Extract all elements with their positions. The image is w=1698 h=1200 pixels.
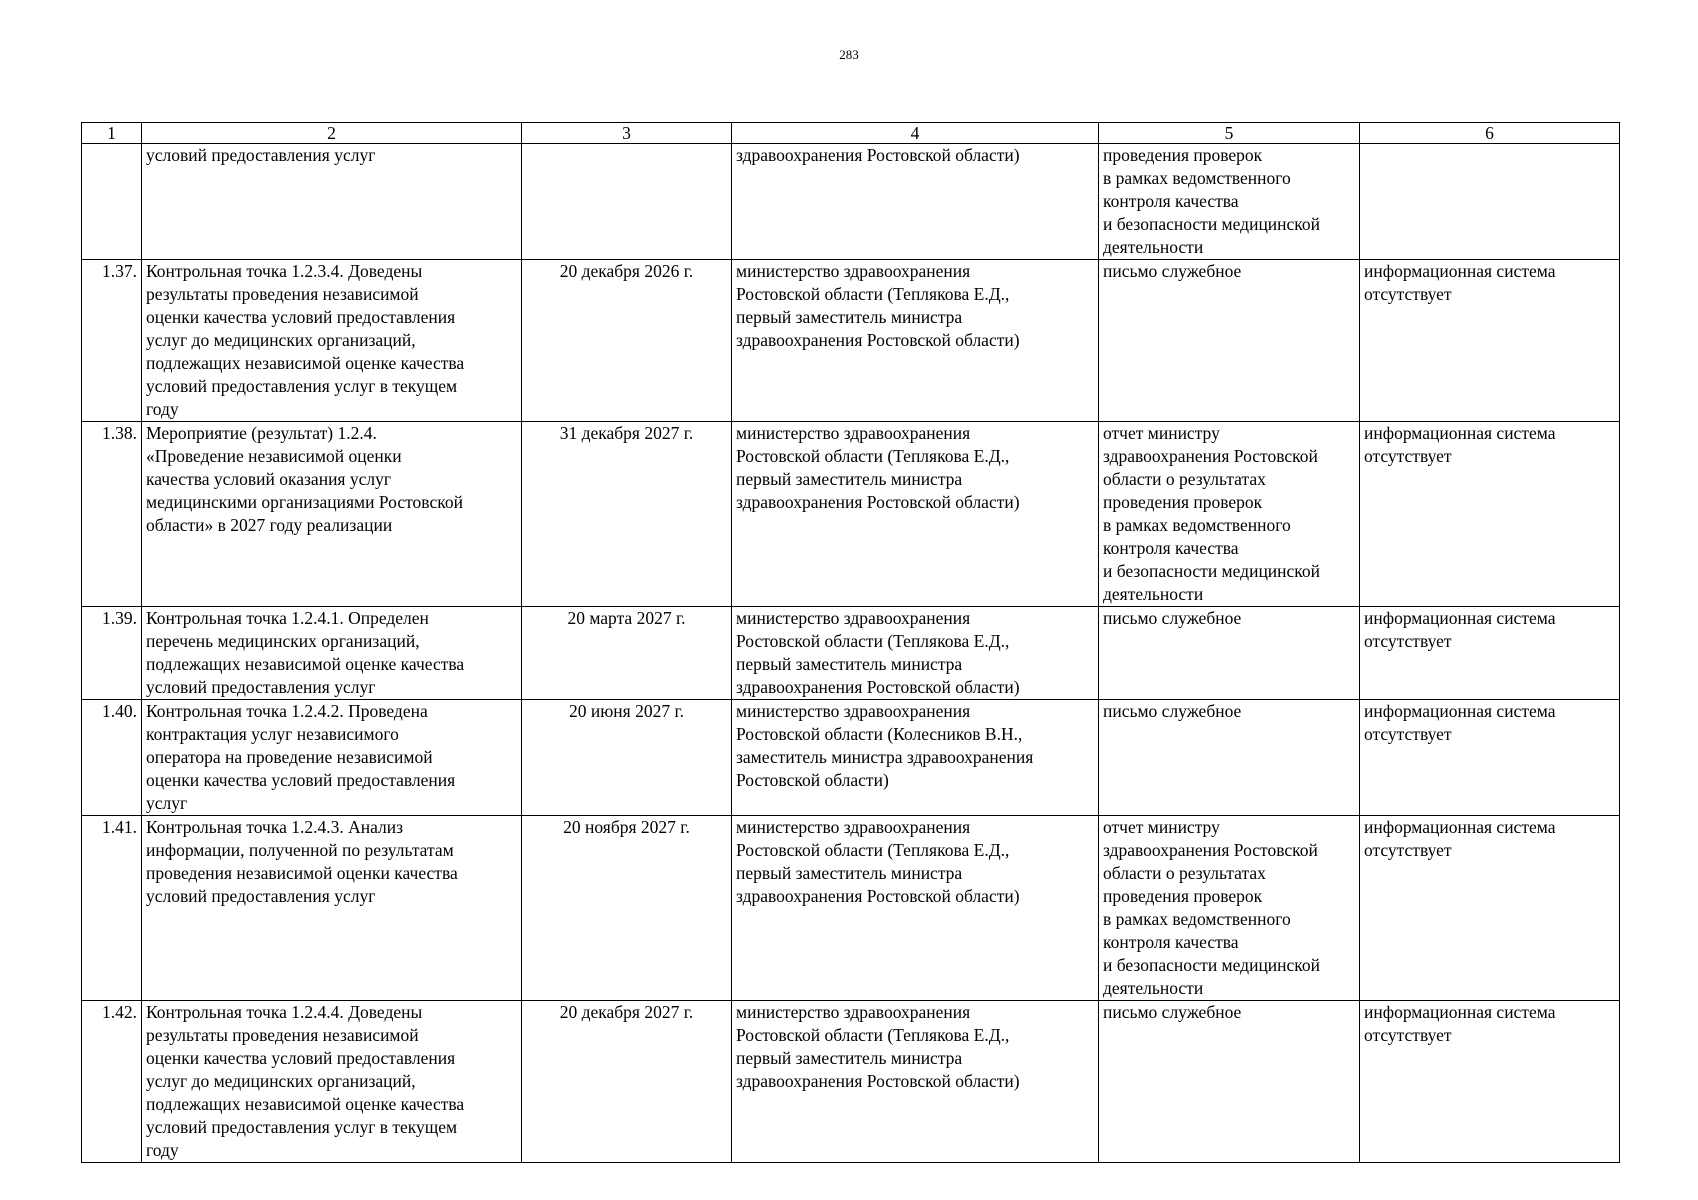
page-number: 283	[839, 47, 859, 62]
table-row	[82, 422, 1620, 607]
responsible-executor: министерство здравоохранения Ростовской области (Теплякова Е.Д., первый заместитель министра здравоохранения Ростовской области)	[732, 1001, 1099, 1163]
table-row	[82, 607, 1620, 700]
information-system	[1360, 144, 1620, 260]
column-number-row	[82, 123, 1620, 144]
confirming-document: проведения проверок в рамках ведомственного контроля качества и безопасности медицинской деятельности	[1099, 144, 1360, 260]
confirming-document: письмо служебное	[1099, 260, 1360, 422]
information-system: информационная система отсутствует	[1360, 816, 1620, 1001]
information-system: информационная система отсутствует	[1360, 607, 1620, 700]
responsible-executor: здравоохранения Ростовской области)	[732, 144, 1099, 260]
row-number: 1.38.	[82, 422, 142, 607]
row-number: 1.37.	[82, 260, 142, 422]
table-row	[82, 700, 1620, 816]
deadline-date: 20 декабря 2026 г.	[522, 260, 732, 422]
confirming-document: письмо служебное	[1099, 700, 1360, 816]
column-header-2: 2	[142, 123, 522, 144]
information-system: информационная система отсутствует	[1360, 260, 1620, 422]
column-header-3: 3	[522, 123, 732, 144]
information-system: информационная система отсутствует	[1360, 422, 1620, 607]
column-header-1: 1	[82, 123, 142, 144]
information-system: информационная система отсутствует	[1360, 1001, 1620, 1163]
deadline-date: 20 ноября 2027 г.	[522, 816, 732, 1001]
confirming-document: письмо служебное	[1099, 1001, 1360, 1163]
event-name: Мероприятие (результат) 1.2.4. «Проведение независимой оценки качества условий оказания услуг медицинскими организациями Ростовской области» в 2027 году реализации	[142, 422, 522, 607]
event-name: Контрольная точка 1.2.4.1. Определен перечень медицинских организаций, подлежащих независимой оценке качества условий предоставления услуг	[142, 607, 522, 700]
event-name: Контрольная точка 1.2.4.3. Анализ информации, полученной по результатам проведения независимой оценки качества условий предоставления услуг	[142, 816, 522, 1001]
confirming-document: письмо служебное	[1099, 607, 1360, 700]
event-name: Контрольная точка 1.2.4.4. Доведены результаты проведения независимой оценки качества условий предоставления услуг до медицинских организаций, подлежащих независимой оценке качества условий предоставления услуг в текущем году	[142, 1001, 522, 1163]
table-row	[82, 260, 1620, 422]
table-row	[82, 144, 1620, 260]
table-row	[82, 1001, 1620, 1163]
deadline-date: 20 июня 2027 г.	[522, 700, 732, 816]
row-number	[82, 144, 142, 260]
responsible-executor: министерство здравоохранения Ростовской области (Теплякова Е.Д., первый заместитель министра здравоохранения Ростовской области)	[732, 816, 1099, 1001]
responsible-executor: министерство здравоохранения Ростовской области (Колесников В.Н., заместитель министра здравоохранения Ростовской области)	[732, 700, 1099, 816]
row-number: 1.39.	[82, 607, 142, 700]
row-number: 1.41.	[82, 816, 142, 1001]
deadline-date	[522, 144, 732, 260]
event-name: условий предоставления услуг	[142, 144, 522, 260]
event-name: Контрольная точка 1.2.4.2. Проведена контрактация услуг независимого оператора на проведение независимой оценки качества условий предоставления услуг	[142, 700, 522, 816]
responsible-executor: министерство здравоохранения Ростовской области (Теплякова Е.Д., первый заместитель министра здравоохранения Ростовской области)	[732, 607, 1099, 700]
confirming-document: отчет министру здравоохранения Ростовской области о результатах проведения проверок в рамках ведомственного контроля качества и безопасности медицинской деятельности	[1099, 816, 1360, 1001]
row-number: 1.42.	[82, 1001, 142, 1163]
implementation-plan-table	[81, 122, 1620, 1163]
deadline-date: 20 декабря 2027 г.	[522, 1001, 732, 1163]
confirming-document: отчет министру здравоохранения Ростовской области о результатах проведения проверок в рамках ведомственного контроля качества и безопасности медицинской деятельности	[1099, 422, 1360, 607]
deadline-date: 20 марта 2027 г.	[522, 607, 732, 700]
responsible-executor: министерство здравоохранения Ростовской области (Теплякова Е.Д., первый заместитель министра здравоохранения Ростовской области)	[732, 422, 1099, 607]
responsible-executor: министерство здравоохранения Ростовской области (Теплякова Е.Д., первый заместитель министра здравоохранения Ростовской области)	[732, 260, 1099, 422]
event-name: Контрольная точка 1.2.3.4. Доведены результаты проведения независимой оценки качества условий предоставления услуг до медицинских организаций, подлежащих независимой оценке качества условий предоставления услуг в текущем году	[142, 260, 522, 422]
information-system: информационная система отсутствует	[1360, 700, 1620, 816]
deadline-date: 31 декабря 2027 г.	[522, 422, 732, 607]
column-header-4: 4	[732, 123, 1099, 144]
column-header-6: 6	[1360, 123, 1620, 144]
row-number: 1.40.	[82, 700, 142, 816]
table-row	[82, 816, 1620, 1001]
column-header-5: 5	[1099, 123, 1360, 144]
